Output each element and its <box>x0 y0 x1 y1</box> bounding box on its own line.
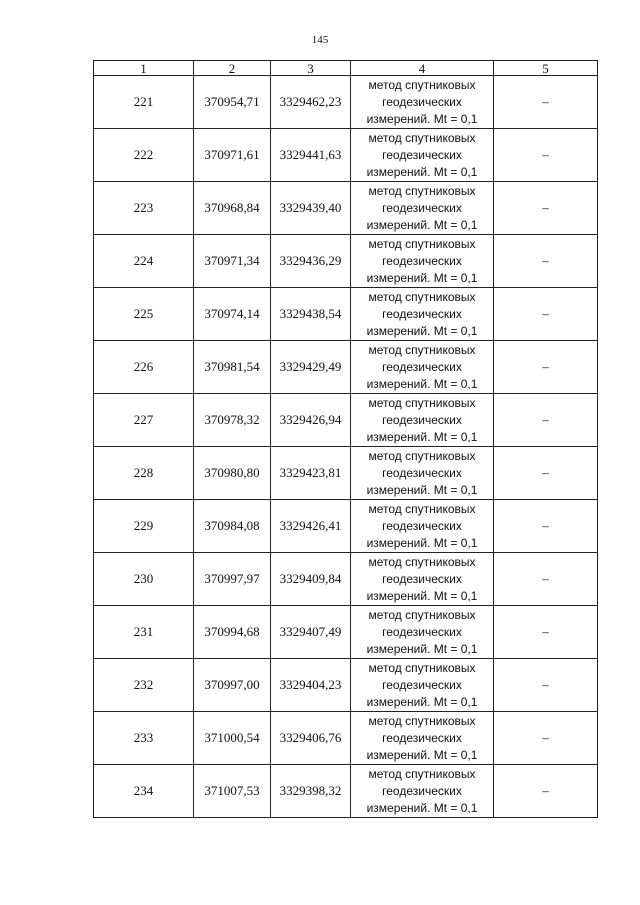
method-line: измерений. Mt = 0,1 <box>366 217 478 232</box>
description-cell: – <box>494 76 598 129</box>
description-cell: – <box>494 500 598 553</box>
description-cell: – <box>494 288 598 341</box>
method-line: геодезических <box>382 412 462 427</box>
y-coordinate-cell: 3329426,94 <box>271 394 351 447</box>
x-coordinate-cell: 370994,68 <box>194 606 271 659</box>
method-line: метод спутниковых <box>368 713 476 728</box>
method-line: измерений. Mt = 0,1 <box>366 376 478 391</box>
point-number-cell: 234 <box>94 765 194 818</box>
method-line: метод спутниковых <box>368 289 476 304</box>
table-row <box>94 553 598 606</box>
point-number-cell: 230 <box>94 553 194 606</box>
table-row <box>94 235 598 288</box>
method-line: геодезических <box>382 359 462 374</box>
method-line: метод спутниковых <box>368 448 476 463</box>
description-cell: – <box>494 765 598 818</box>
page-number: 145 <box>311 34 329 46</box>
method-line: измерений. Mt = 0,1 <box>366 482 478 497</box>
method-line: геодезических <box>382 571 462 586</box>
method-line: геодезических <box>382 200 462 215</box>
table-row <box>94 288 598 341</box>
point-number-cell: 223 <box>94 182 194 235</box>
method-line: измерений. Mt = 0,1 <box>366 429 478 444</box>
point-number-cell: 228 <box>94 447 194 500</box>
method-line: метод спутниковых <box>368 607 476 622</box>
table-row <box>94 76 598 129</box>
method-cell <box>351 182 494 235</box>
point-number-cell: 232 <box>94 659 194 712</box>
method-line: измерений. Mt = 0,1 <box>366 641 478 656</box>
table-row <box>94 765 598 818</box>
coordinates-table <box>93 60 598 818</box>
method-line: геодезических <box>382 677 462 692</box>
method-cell <box>351 288 494 341</box>
method-line: метод спутниковых <box>368 130 476 145</box>
method-cell <box>351 765 494 818</box>
method-line: метод спутниковых <box>368 183 476 198</box>
table-row <box>94 394 598 447</box>
x-coordinate-cell: 371000,54 <box>194 712 271 765</box>
x-coordinate-cell: 370968,84 <box>194 182 271 235</box>
x-coordinate-cell: 370984,08 <box>194 500 271 553</box>
table-row <box>94 500 598 553</box>
method-line: измерений. Mt = 0,1 <box>366 800 478 815</box>
description-cell: – <box>494 235 598 288</box>
table-row <box>94 712 598 765</box>
y-coordinate-cell: 3329438,54 <box>271 288 351 341</box>
y-coordinate-cell: 3329404,23 <box>271 659 351 712</box>
method-line: измерений. Mt = 0,1 <box>366 694 478 709</box>
column-header-2: 2 <box>194 61 271 76</box>
x-coordinate-cell: 370971,34 <box>194 235 271 288</box>
point-number-cell: 221 <box>94 76 194 129</box>
x-coordinate-cell: 370954,71 <box>194 76 271 129</box>
column-header-4: 4 <box>351 61 494 76</box>
method-line: измерений. Mt = 0,1 <box>366 270 478 285</box>
x-coordinate-cell: 370981,54 <box>194 341 271 394</box>
table-row <box>94 341 598 394</box>
x-coordinate-cell: 370974,14 <box>194 288 271 341</box>
method-line: измерений. Mt = 0,1 <box>366 588 478 603</box>
method-line: метод спутниковых <box>368 236 476 251</box>
method-line: метод спутниковых <box>368 660 476 675</box>
description-cell: – <box>494 447 598 500</box>
method-line: измерений. Mt = 0,1 <box>366 323 478 338</box>
column-header-3: 3 <box>271 61 351 76</box>
point-number-cell: 231 <box>94 606 194 659</box>
point-number-cell: 229 <box>94 500 194 553</box>
y-coordinate-cell: 3329423,81 <box>271 447 351 500</box>
x-coordinate-cell: 370971,61 <box>194 129 271 182</box>
method-cell <box>351 341 494 394</box>
method-line: геодезических <box>382 730 462 745</box>
method-line: измерений. Mt = 0,1 <box>366 111 478 126</box>
point-number-cell: 226 <box>94 341 194 394</box>
method-line: геодезических <box>382 624 462 639</box>
method-cell <box>351 394 494 447</box>
x-coordinate-cell: 370997,00 <box>194 659 271 712</box>
method-line: геодезических <box>382 783 462 798</box>
column-header-5: 5 <box>494 61 598 76</box>
method-cell <box>351 659 494 712</box>
description-cell: – <box>494 553 598 606</box>
method-line: метод спутниковых <box>368 77 476 92</box>
method-line: метод спутниковых <box>368 395 476 410</box>
y-coordinate-cell: 3329462,23 <box>271 76 351 129</box>
description-cell: – <box>494 659 598 712</box>
method-line: метод спутниковых <box>368 554 476 569</box>
y-coordinate-cell: 3329398,32 <box>271 765 351 818</box>
y-coordinate-cell: 3329406,76 <box>271 712 351 765</box>
method-cell <box>351 76 494 129</box>
method-line: геодезических <box>382 306 462 321</box>
method-cell <box>351 447 494 500</box>
method-line: метод спутниковых <box>368 766 476 781</box>
method-cell <box>351 500 494 553</box>
column-header-1: 1 <box>94 61 194 76</box>
description-cell: – <box>494 341 598 394</box>
table-row <box>94 659 598 712</box>
method-line: метод спутниковых <box>368 342 476 357</box>
method-line: измерений. Mt = 0,1 <box>366 164 478 179</box>
y-coordinate-cell: 3329409,84 <box>271 553 351 606</box>
y-coordinate-cell: 3329429,49 <box>271 341 351 394</box>
method-line: метод спутниковых <box>368 501 476 516</box>
method-cell <box>351 235 494 288</box>
x-coordinate-cell: 371007,53 <box>194 765 271 818</box>
method-cell <box>351 553 494 606</box>
method-cell <box>351 712 494 765</box>
table-header-row <box>94 61 598 76</box>
method-line: геодезических <box>382 94 462 109</box>
y-coordinate-cell: 3329426,41 <box>271 500 351 553</box>
table-row <box>94 129 598 182</box>
method-cell <box>351 129 494 182</box>
method-line: геодезических <box>382 465 462 480</box>
method-line: измерений. Mt = 0,1 <box>366 535 478 550</box>
table-row <box>94 447 598 500</box>
method-cell <box>351 606 494 659</box>
y-coordinate-cell: 3329439,40 <box>271 182 351 235</box>
method-line: измерений. Mt = 0,1 <box>366 747 478 762</box>
y-coordinate-cell: 3329436,29 <box>271 235 351 288</box>
method-line: геодезических <box>382 253 462 268</box>
point-number-cell: 224 <box>94 235 194 288</box>
point-number-cell: 225 <box>94 288 194 341</box>
point-number-cell: 222 <box>94 129 194 182</box>
point-number-cell: 233 <box>94 712 194 765</box>
x-coordinate-cell: 370978,32 <box>194 394 271 447</box>
table-row <box>94 606 598 659</box>
table-row <box>94 182 598 235</box>
y-coordinate-cell: 3329441,63 <box>271 129 351 182</box>
description-cell: – <box>494 712 598 765</box>
description-cell: – <box>494 606 598 659</box>
x-coordinate-cell: 370997,97 <box>194 553 271 606</box>
description-cell: – <box>494 129 598 182</box>
table-body <box>94 76 598 818</box>
method-line: геодезических <box>382 147 462 162</box>
x-coordinate-cell: 370980,80 <box>194 447 271 500</box>
y-coordinate-cell: 3329407,49 <box>271 606 351 659</box>
method-line: геодезических <box>382 518 462 533</box>
description-cell: – <box>494 394 598 447</box>
description-cell: – <box>494 182 598 235</box>
point-number-cell: 227 <box>94 394 194 447</box>
